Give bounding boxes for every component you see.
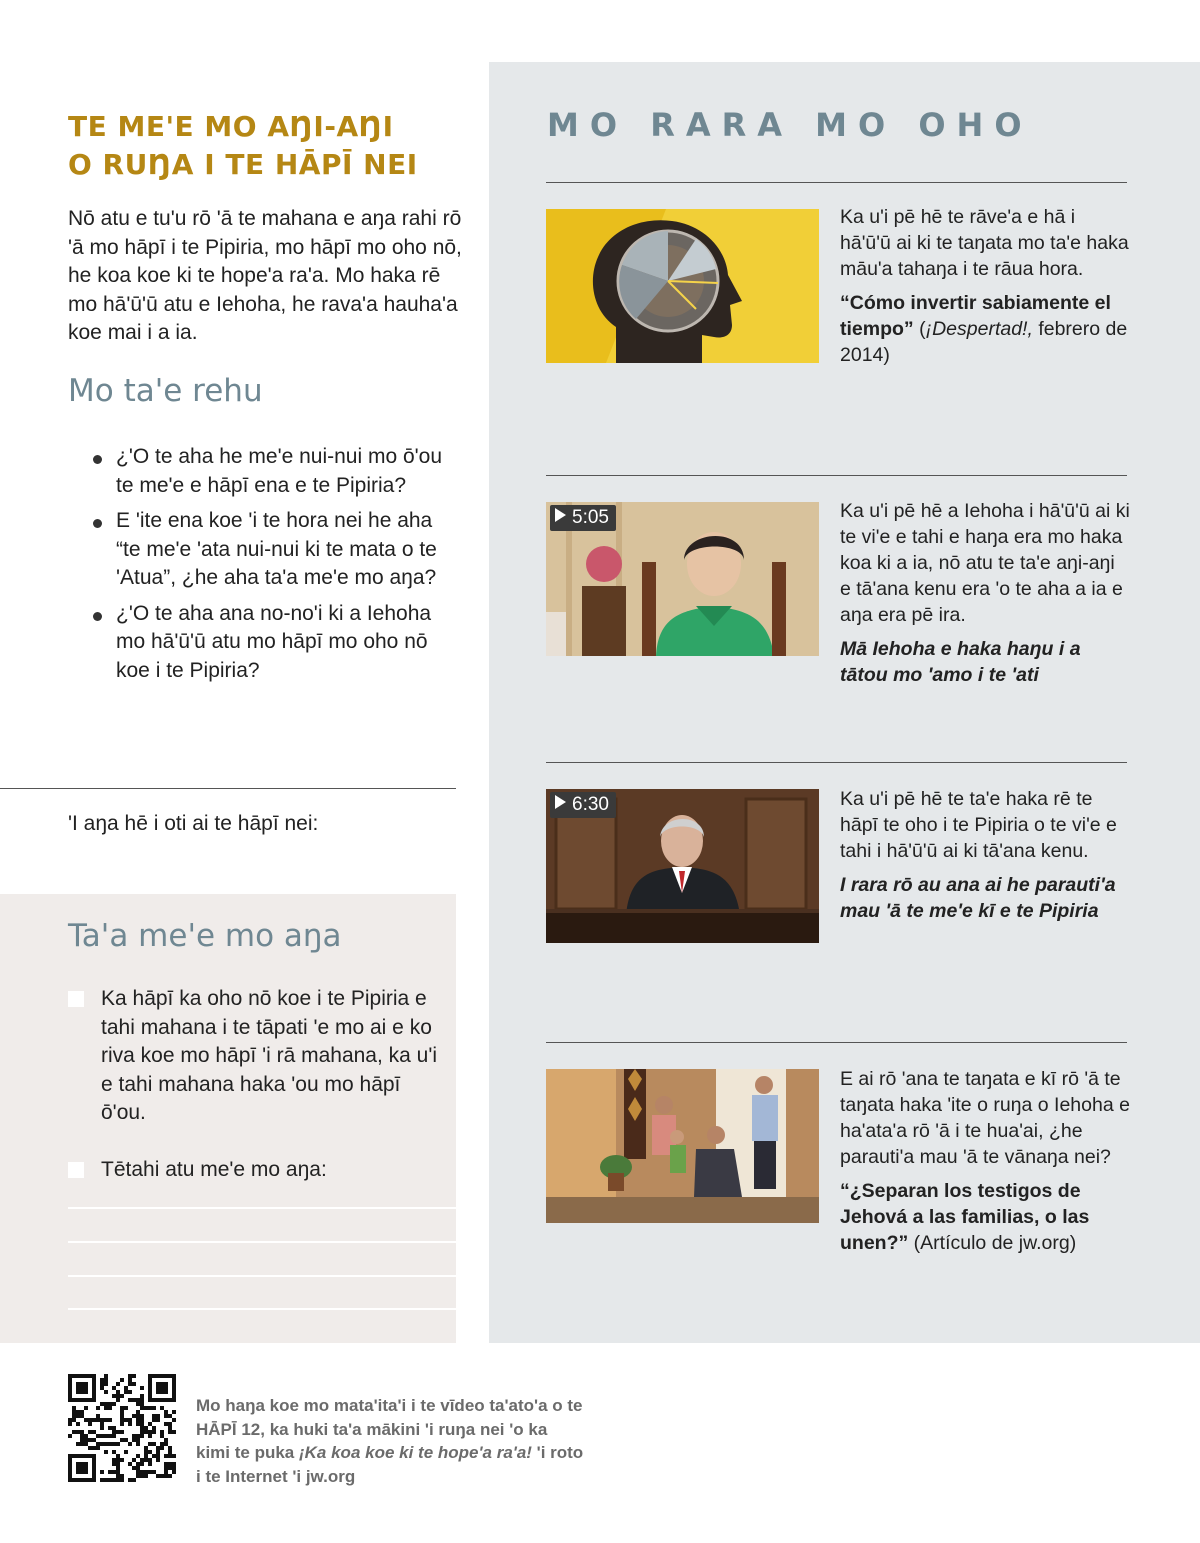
bullet-icon — [93, 612, 102, 621]
article-source-open: ( — [908, 1232, 921, 1254]
bullet-icon — [93, 455, 102, 464]
review-item-text: E 'ite ena koe 'i te hora nei he aha “te me'e 'ata nui-nui ki te mata o te 'Atua”, ¿he aha ta'a me'e mo aŋa? — [116, 509, 437, 589]
lesson-title-line2: O RUŊA I TE HĀPĪ NEI — [68, 148, 418, 181]
article-link[interactable]: “Cómo invertir sabiamente el tiempo” — [840, 292, 1111, 340]
video-duration-badge — [550, 505, 616, 531]
family-image — [546, 1069, 819, 1223]
qr-code-icon — [68, 1374, 176, 1482]
review-item — [90, 443, 450, 500]
article-link[interactable]: “¿Separan los testigos de Jehová a las familias, o las unen?” — [840, 1180, 1090, 1254]
video-duration: 5:05 — [572, 507, 609, 528]
video-link[interactable]: I rara rō au ana ai he parauti'a mau 'ā te me'e kī e te Pipiria — [840, 874, 1116, 922]
item-divider — [546, 182, 1127, 183]
review-item-text: ¿'O te aha ana no-no'i ki a Iehoha mo hā'ū'ū atu mo hāpī mo oho nō koe i te Pipiria? — [116, 601, 432, 682]
man-at-desk-photo[interactable] — [546, 789, 819, 943]
writing-line[interactable] — [68, 1275, 456, 1277]
clock-head-illustration[interactable] — [546, 209, 819, 363]
lesson-title — [68, 108, 468, 184]
item-description: Ka u'i pē hē a Iehoha i hā'ū'ū ai ki te vi'e e tahi e haŋa era mo haka koa ki a ia, nō atu te ta'e aŋi-aŋi e tā'ana kenu era 'o te aha a ia e aŋa era pē ira. — [840, 500, 1130, 626]
footer-note — [196, 1394, 586, 1488]
completed-on-label: 'I aŋa hē i oti ai te hāpī nei: — [68, 812, 319, 835]
article-source-magazine: ¡Despertad!, — [925, 318, 1033, 340]
writing-line[interactable] — [68, 1207, 456, 1209]
video-duration: 6:30 — [572, 794, 609, 815]
article-reference — [840, 1178, 1130, 1256]
goal-item-text: Ka hāpī ka oho nō koe i te Pipiria e tahi mahana i te tāpati 'e mo ai e ko riva koe mo hāpī 'i rā mahana, ka u'i e tahi mahana haka 'ou mo hāpī ō'ou. — [101, 987, 438, 1124]
family-greeting-photo[interactable] — [546, 1069, 819, 1223]
review-item — [90, 600, 450, 686]
item-divider — [546, 1042, 1127, 1043]
qr-code[interactable] — [68, 1374, 176, 1482]
item-text — [840, 498, 1130, 688]
article-source: Artículo de jw.org) — [920, 1232, 1077, 1254]
checkbox[interactable] — [68, 1162, 84, 1178]
writing-line[interactable] — [68, 1241, 456, 1243]
article-source-open: ( — [913, 318, 926, 340]
bullet-icon — [93, 519, 102, 528]
review-item-text: ¿'O te aha he me'e nui-nui mo ō'ou te me'e e hāpī ena e te Pipiria? — [116, 445, 443, 497]
woman-green-jacket-photo[interactable] — [546, 502, 819, 656]
intro-paragraph: Nō atu e tu'u rō 'ā te mahana e aŋa rahi rō 'ā mo hāpī i te Pipiria, mo hāpī mo oho nō, he koa koe ki te hope'a ra'a. Mo haka rē mo hā'ū'ū atu e Iehoha, he rava'a hauha'a koe mai i a ia. — [68, 207, 462, 344]
item-text — [840, 204, 1130, 368]
goal-item — [68, 985, 438, 1128]
lesson-title-line1: TE ME'E MO AŊI-AŊI — [68, 110, 394, 143]
review-item — [90, 507, 450, 593]
writing-line[interactable] — [68, 1308, 456, 1310]
play-icon — [555, 508, 566, 522]
goal-item-text: Tētahi atu me'e mo aŋa: — [101, 1158, 327, 1181]
review-list — [90, 443, 450, 692]
item-description: Ka u'i pē hē te rāve'a e hā i hā'ū'ū ai ki te taŋata mo ta'e haka māu'a tahaŋa i te rāua hora. — [840, 206, 1129, 280]
video-duration-badge — [550, 792, 616, 818]
footer-text-part2: 'i roto i te Internet 'i jw.org — [196, 1443, 584, 1486]
goal-heading: Ta'a me'e mo aŋa — [68, 918, 342, 954]
section-divider — [0, 788, 456, 789]
review-heading: Mo ta'e rehu — [68, 373, 263, 409]
video-link[interactable]: Mā Iehoha e haka haŋu i a tātou mo 'amo i te 'ati — [840, 638, 1081, 686]
book-title-link[interactable]: ¡Ka koa koe ki te hope'a ra'a! — [298, 1443, 532, 1462]
article-reference — [840, 290, 1130, 368]
item-description: E ai rō 'ana te taŋata e kī rō 'ā te taŋata haka 'ite o ruŋa o Iehoha e ha'ata'a rō 'ā i te hua'ai, ¿he parauti'a mau 'ā te vānaŋa nei? — [840, 1068, 1130, 1168]
footer-text-part1: Mo haŋa koe mo mata'ita'i i te vīdeo ta'ato'a o te HĀPĪ 12, ka huki ta'a mākini 'i ruŋa nei 'o ka kimi te puka — [196, 1396, 583, 1462]
play-icon — [555, 795, 566, 809]
article-source-date: febrero de 2014) — [840, 318, 1128, 366]
goal-item — [68, 1156, 438, 1185]
item-text — [840, 786, 1130, 924]
item-text — [840, 1066, 1130, 1256]
item-divider — [546, 762, 1127, 763]
item-divider — [546, 475, 1127, 476]
explore-heading: MO RARA MO OHO — [547, 106, 1033, 144]
checkbox[interactable] — [68, 991, 84, 1007]
clock-head-icon — [546, 209, 819, 363]
item-description: Ka u'i pē hē te ta'e haka rē te hāpī te oho i te Pipiria o te vi'e e tahi i hā'ū'ū ai ki tā'ana kenu. — [840, 788, 1117, 862]
